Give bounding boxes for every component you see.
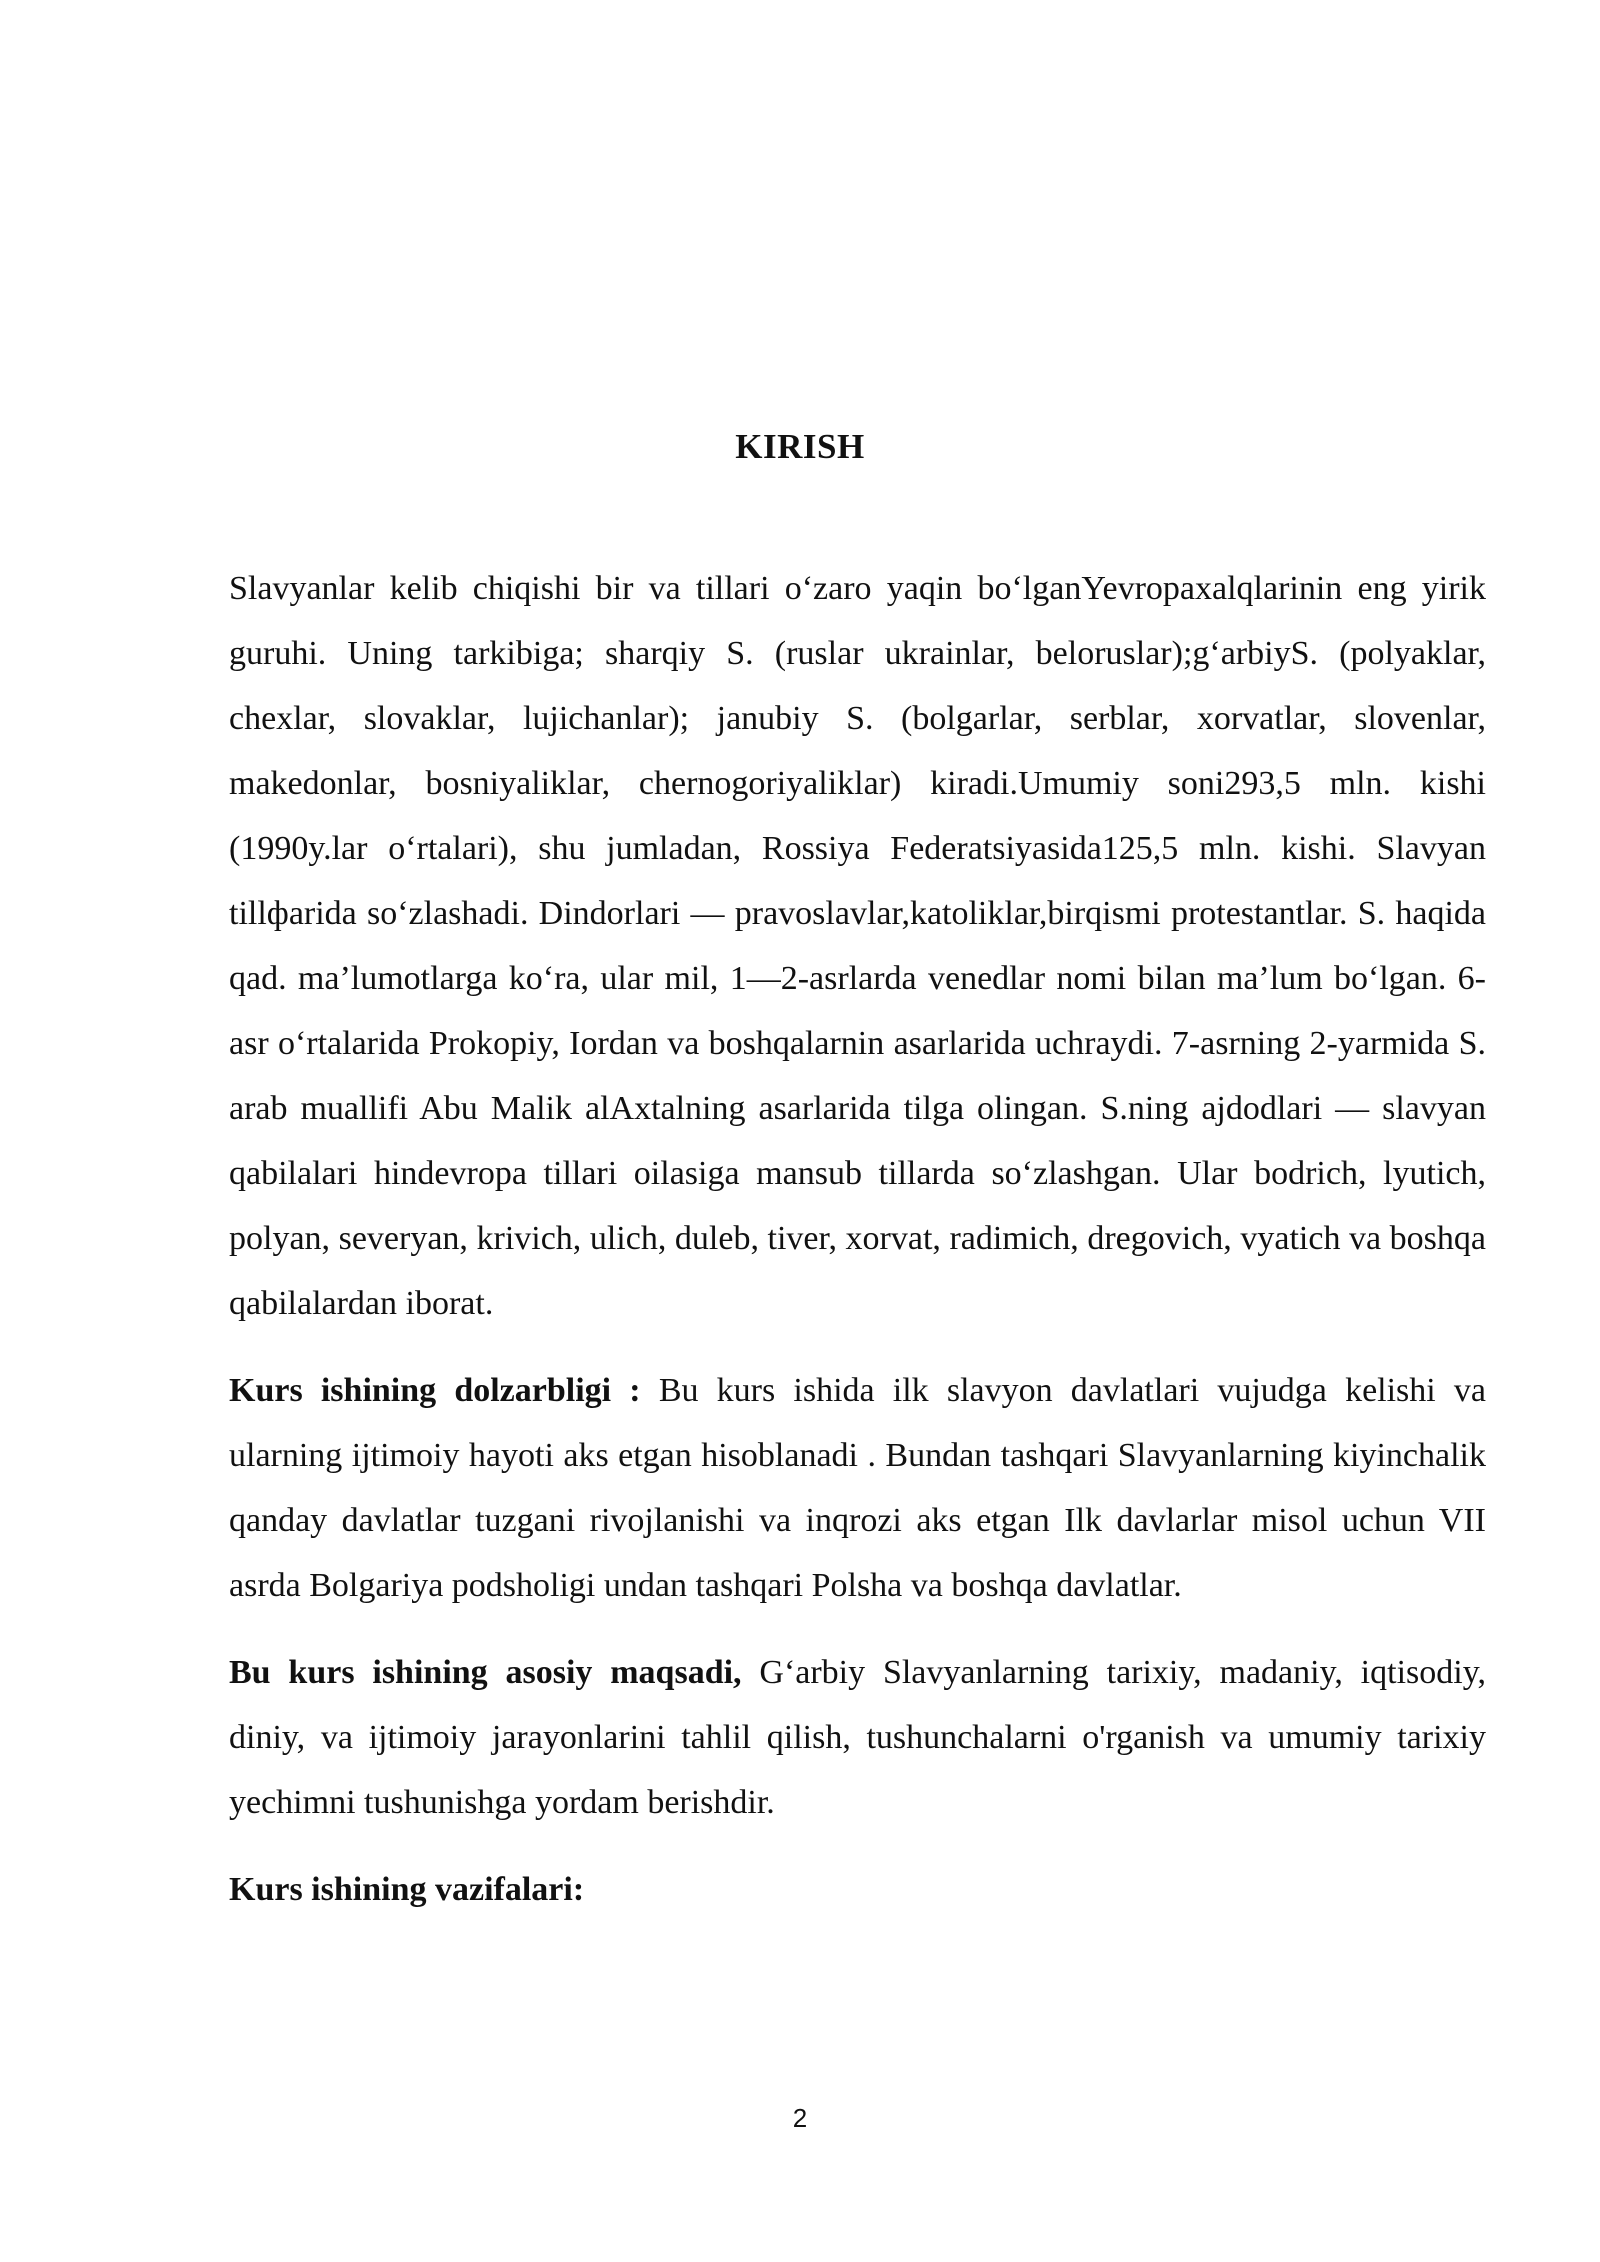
goal-heading: Bu kurs ishining asosiy maqsadi, — [229, 1654, 742, 1691]
page-title: KIRISH — [735, 427, 865, 466]
goal-paragraph-text: G‘arbiy Slavyanlarning tarixiy, madaniy, iqtisodiy, diniy, va ijtimoiy jarayonlarini tahlil qilish, tushunchalarni o'rganish va umumiy tarixiy yechimni tushunishga yordam berishdir. — [229, 1654, 1486, 1821]
intro-paragraph-text: Slavyanlar kelib chiqishi bir va tillari o‘zaro yaqin bo‘lganYevropaxalqlarinin eng yirik guruhi. Uning tarkibiga; sharqiy S. (ruslar ukrainlar, beloruslar);g‘arbiyS. (polyaklar, chexlar, slovaklar, lujichanlar); janubiy S. (bolgarlar, serblar, xorvatlar, slovenlar, makedonlar, bosniyaliklar, chernogoriyaliklar) kiradi.Umumiy soni293,5 mln. kishi (1990y.lar o‘rtalari), shu jumladan, Rossiya Federatsiyasida125,5 mln. kishi. Slavyan tillфarida so‘zlashadi. Dindorlari — pravoslavlar,katoliklar,birqismi protestantlar. S. haqida qad. ma’lumotlarga ko‘ra, ular mil, 1—2-asrlarda venedlar nomi bilan ma’lum bo‘lgan. 6-asr o‘rtalarida Prokopiy, Iordan va boshqalarnin asarlarida uchraydi. 7-asrning 2-yarmida S. arab muallifi Abu Malik alAxtalning asarlarida tilga olingan. S.ning ajdodlari — slavyan qabilalari hindevropa tillari oilasiga mansub tillarda so‘zlashgan. Ular bodrich, lyutich, polyan, severyan, krivich, ulich, duleb, tiver, xorvat, radimich, dregovich, vyatich va boshqa qabilalardan iborat. — [229, 570, 1486, 1322]
relevance-heading: Kurs ishining dolzarbligi : — [229, 1372, 641, 1409]
goal-paragraph — [229, 1640, 1486, 1835]
tasks-paragraph — [229, 1857, 1486, 1922]
relevance-paragraph-text: Bu kurs ishida ilk slavyon davlatlari vujudga kelishi va ularning ijtimoiy hayoti aks etgan hisoblanadi . Bundan tashqari Slavyanlarning kiyinchalik qanday davlatlar tuzgani rivojlanishi va inqrozi aks etgan Ilk davlarlar misol uchun VII asrda Bolgariya podsholigi undan tashqari Polsha va boshqa davlatlar. — [229, 1372, 1487, 1604]
tasks-heading: Kurs ishining vazifalari: — [229, 1871, 585, 1908]
relevance-paragraph — [229, 1358, 1486, 1618]
document-body — [229, 556, 1486, 1922]
page-number: 2 — [792, 2103, 808, 2133]
intro-paragraph — [229, 556, 1486, 1336]
